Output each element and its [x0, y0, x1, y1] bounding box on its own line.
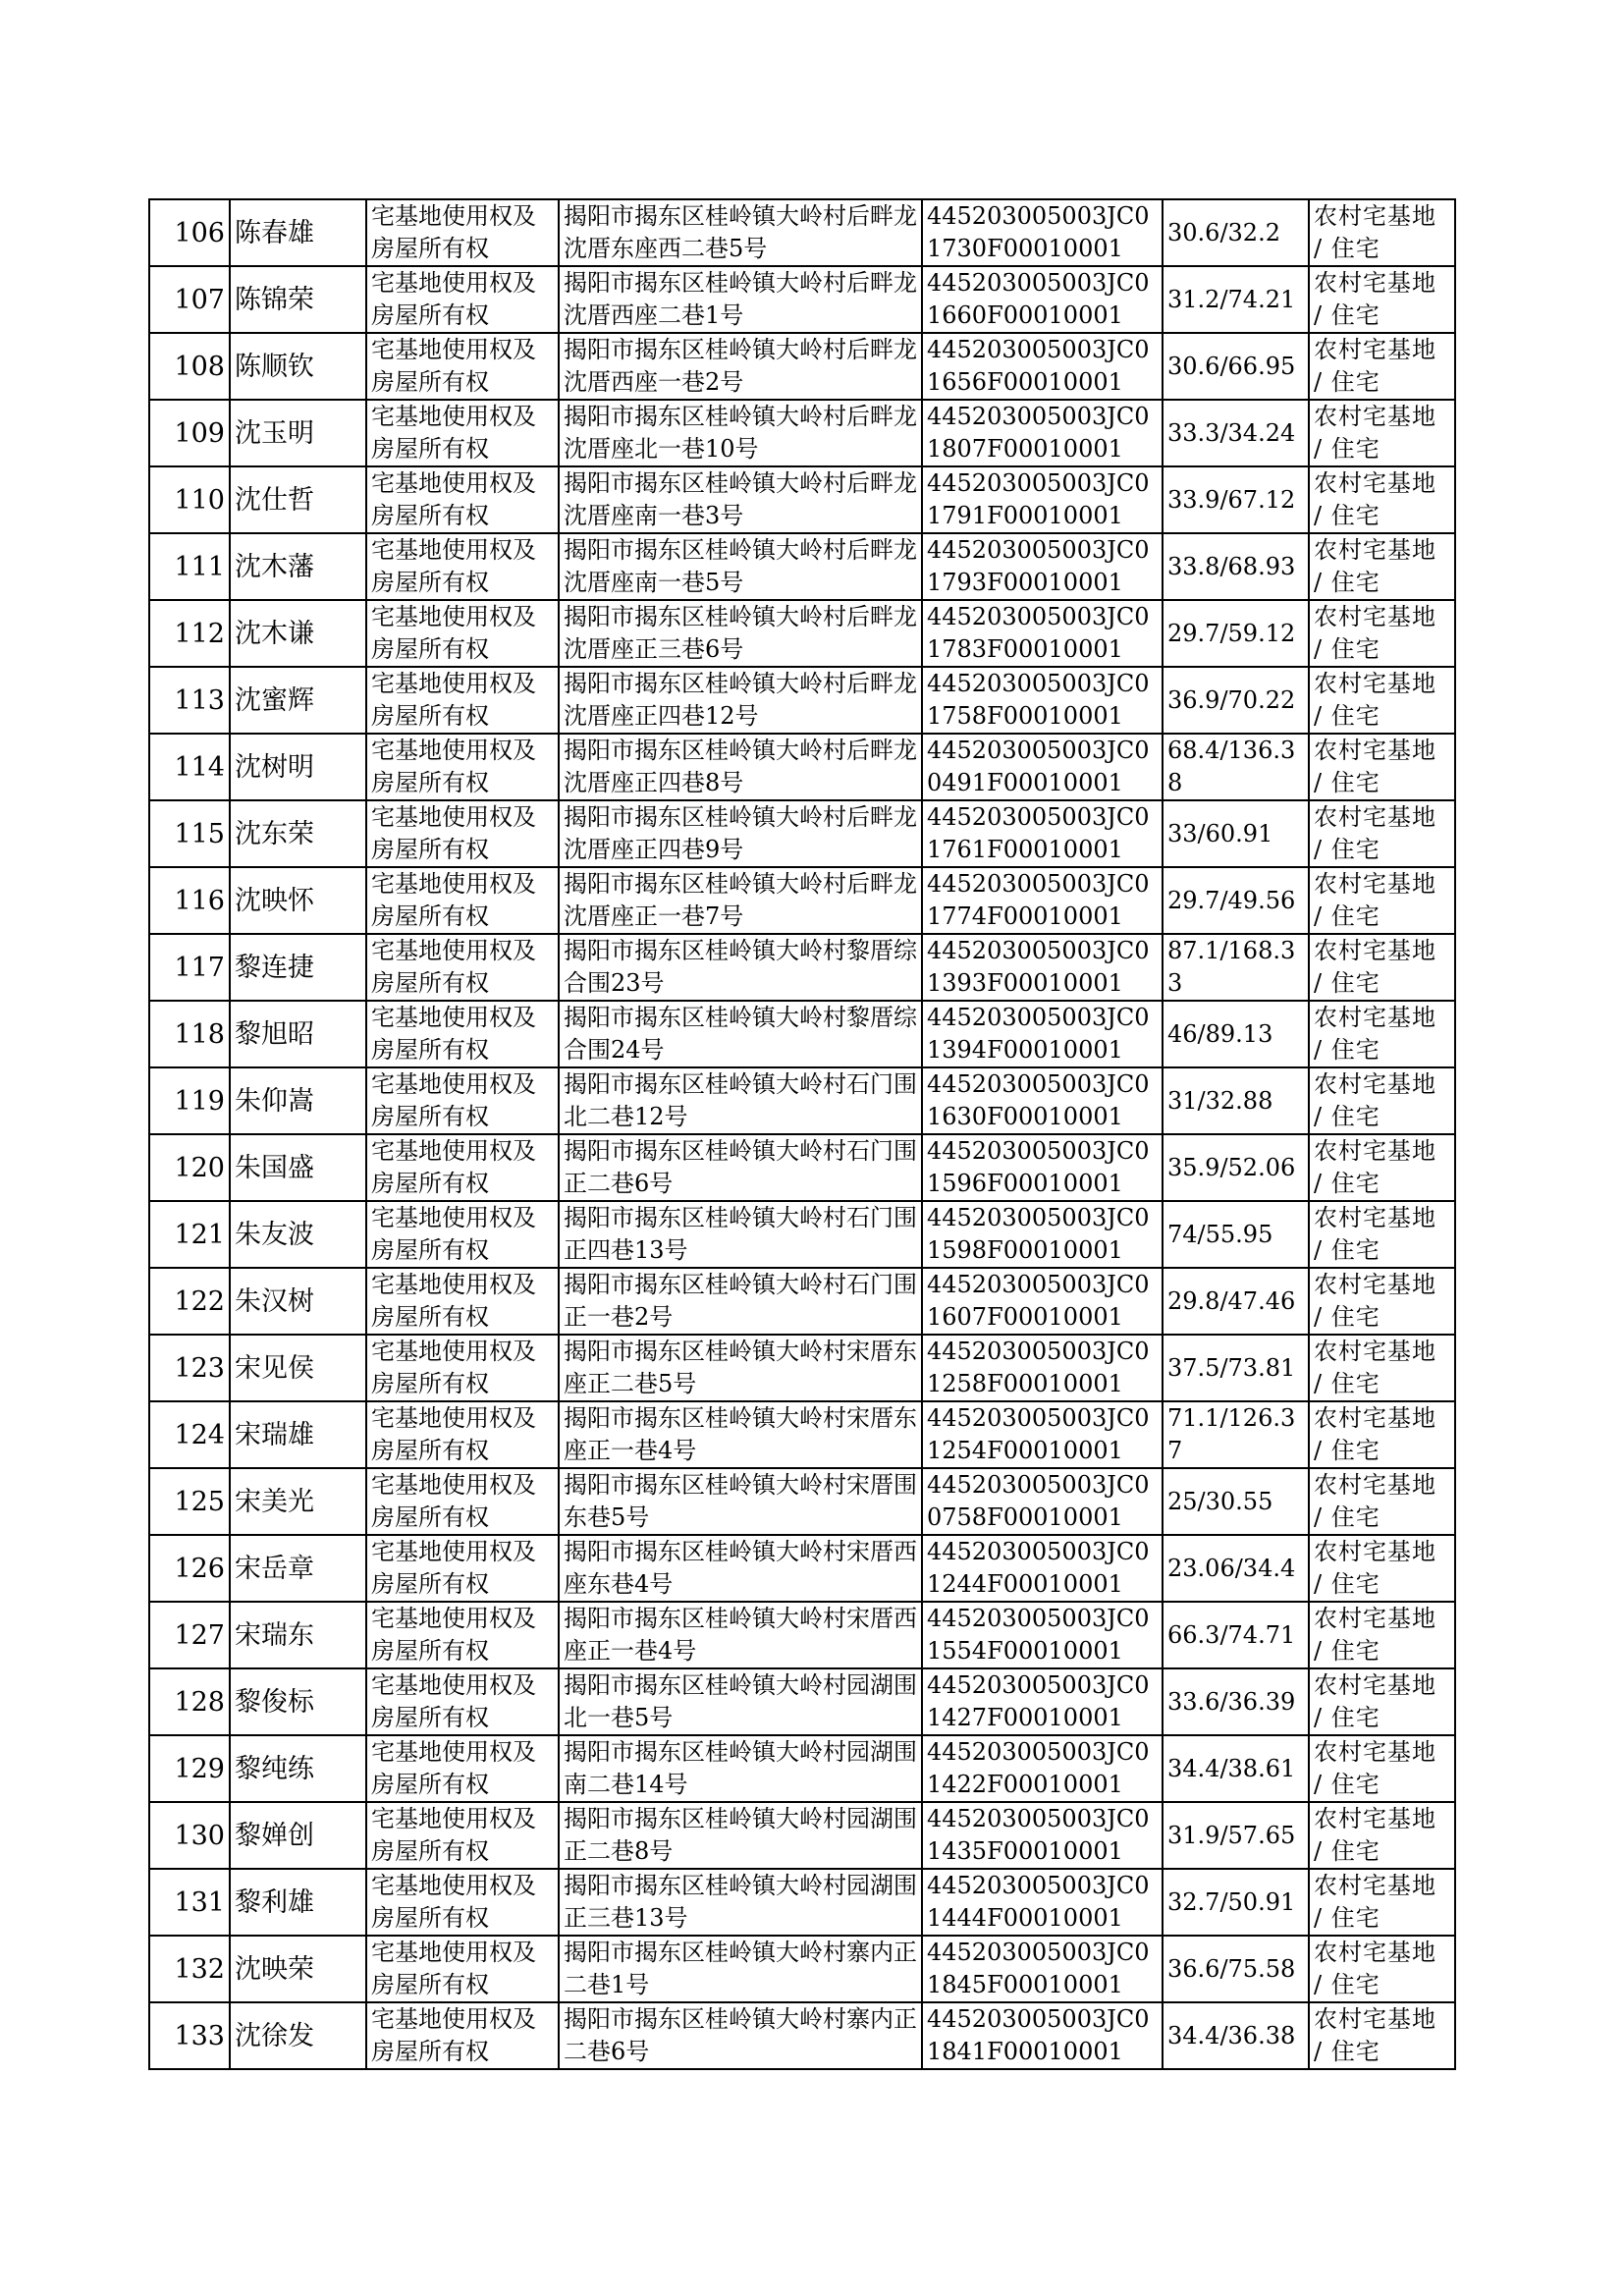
usage: 农村宅基地 / 住宅	[1309, 1936, 1455, 2002]
table-row	[149, 600, 1455, 667]
area-value: 36.9/70.22	[1163, 667, 1309, 734]
unit-code: 445203005003JC01730F00010001	[922, 199, 1163, 266]
right-type: 宅基地使用权及房屋所有权	[366, 1869, 559, 1936]
unit-code: 445203005003JC01607F00010001	[922, 1268, 1163, 1335]
usage: 农村宅基地 / 住宅	[1309, 1602, 1455, 1668]
row-number: 129	[149, 1735, 230, 1802]
area-value: 25/30.55	[1163, 1468, 1309, 1535]
table-row	[149, 400, 1455, 466]
table-row	[149, 667, 1455, 734]
table-row	[149, 867, 1455, 934]
right-type: 宅基地使用权及房屋所有权	[366, 333, 559, 400]
property-location: 揭阳市揭东区桂岭镇大岭村宋厝西座东巷4号	[559, 1535, 922, 1602]
right-type: 宅基地使用权及房屋所有权	[366, 1001, 559, 1067]
usage: 农村宅基地 / 住宅	[1309, 1535, 1455, 1602]
property-location: 揭阳市揭东区桂岭镇大岭村寨内正二巷1号	[559, 1936, 922, 2002]
property-location: 揭阳市揭东区桂岭镇大岭村宋厝东座正二巷5号	[559, 1335, 922, 1401]
right-type: 宅基地使用权及房屋所有权	[366, 1201, 559, 1268]
area-value: 87.1/168.33	[1163, 934, 1309, 1001]
right-type: 宅基地使用权及房屋所有权	[366, 734, 559, 800]
property-location: 揭阳市揭东区桂岭镇大岭村宋厝西座正一巷4号	[559, 1602, 922, 1668]
row-number: 106	[149, 199, 230, 266]
unit-code: 445203005003JC01258F00010001	[922, 1335, 1163, 1401]
table-row	[149, 1936, 1455, 2002]
property-location: 揭阳市揭东区桂岭镇大岭村园湖围正三巷13号	[559, 1869, 922, 1936]
property-location: 揭阳市揭东区桂岭镇大岭村宋厝东座正一巷4号	[559, 1401, 922, 1468]
owner-name: 宋岳章	[230, 1535, 366, 1602]
usage: 农村宅基地 / 住宅	[1309, 867, 1455, 934]
registration-table	[148, 198, 1456, 2070]
area-value: 33.9/67.12	[1163, 466, 1309, 533]
table-row	[149, 1869, 1455, 1936]
table-row	[149, 1535, 1455, 1602]
row-number: 114	[149, 734, 230, 800]
table-row	[149, 1201, 1455, 1268]
table-row	[149, 1468, 1455, 1535]
property-location: 揭阳市揭东区桂岭镇大岭村后畔龙沈厝东座西二巷5号	[559, 199, 922, 266]
area-value: 29.8/47.46	[1163, 1268, 1309, 1335]
usage: 农村宅基地 / 住宅	[1309, 266, 1455, 333]
row-number: 108	[149, 333, 230, 400]
property-location: 揭阳市揭东区桂岭镇大岭村后畔龙沈厝座正四巷8号	[559, 734, 922, 800]
unit-code: 445203005003JC01841F00010001	[922, 2002, 1163, 2069]
right-type: 宅基地使用权及房屋所有权	[366, 266, 559, 333]
unit-code: 445203005003JC01807F00010001	[922, 400, 1163, 466]
property-location: 揭阳市揭东区桂岭镇大岭村石门围北二巷12号	[559, 1067, 922, 1134]
unit-code: 445203005003JC01630F00010001	[922, 1067, 1163, 1134]
usage: 农村宅基地 / 住宅	[1309, 1668, 1455, 1735]
property-location: 揭阳市揭东区桂岭镇大岭村后畔龙沈厝座北一巷10号	[559, 400, 922, 466]
owner-name: 黎连捷	[230, 934, 366, 1001]
table-row	[149, 1602, 1455, 1668]
row-number: 131	[149, 1869, 230, 1936]
right-type: 宅基地使用权及房屋所有权	[366, 1335, 559, 1401]
row-number: 125	[149, 1468, 230, 1535]
usage: 农村宅基地 / 住宅	[1309, 2002, 1455, 2069]
row-number: 107	[149, 266, 230, 333]
area-value: 35.9/52.06	[1163, 1134, 1309, 1201]
unit-code: 445203005003JC01444F00010001	[922, 1869, 1163, 1936]
unit-code: 445203005003JC00758F00010001	[922, 1468, 1163, 1535]
usage: 农村宅基地 / 住宅	[1309, 1735, 1455, 1802]
table-row	[149, 1802, 1455, 1869]
usage: 农村宅基地 / 住宅	[1309, 600, 1455, 667]
area-value: 30.6/66.95	[1163, 333, 1309, 400]
property-location: 揭阳市揭东区桂岭镇大岭村寨内正二巷6号	[559, 2002, 922, 2069]
owner-name: 沈蜜辉	[230, 667, 366, 734]
right-type: 宅基地使用权及房屋所有权	[366, 1134, 559, 1201]
usage: 农村宅基地 / 住宅	[1309, 466, 1455, 533]
row-number: 113	[149, 667, 230, 734]
unit-code: 445203005003JC01845F00010001	[922, 1936, 1163, 2002]
unit-code: 445203005003JC01793F00010001	[922, 533, 1163, 600]
row-number: 132	[149, 1936, 230, 2002]
right-type: 宅基地使用权及房屋所有权	[366, 667, 559, 734]
area-value: 33/60.91	[1163, 800, 1309, 867]
area-value: 31.9/57.65	[1163, 1802, 1309, 1869]
usage: 农村宅基地 / 住宅	[1309, 1802, 1455, 1869]
owner-name: 朱仰嵩	[230, 1067, 366, 1134]
table-body	[149, 199, 1455, 2069]
right-type: 宅基地使用权及房屋所有权	[366, 934, 559, 1001]
area-value: 37.5/73.81	[1163, 1335, 1309, 1401]
row-number: 130	[149, 1802, 230, 1869]
usage: 农村宅基地 / 住宅	[1309, 734, 1455, 800]
area-value: 34.4/38.61	[1163, 1735, 1309, 1802]
right-type: 宅基地使用权及房屋所有权	[366, 1468, 559, 1535]
area-value: 71.1/126.37	[1163, 1401, 1309, 1468]
property-location: 揭阳市揭东区桂岭镇大岭村黎厝综合围24号	[559, 1001, 922, 1067]
table-row	[149, 800, 1455, 867]
right-type: 宅基地使用权及房屋所有权	[366, 800, 559, 867]
right-type: 宅基地使用权及房屋所有权	[366, 1067, 559, 1134]
area-value: 33.6/36.39	[1163, 1668, 1309, 1735]
usage: 农村宅基地 / 住宅	[1309, 333, 1455, 400]
area-value: 33.3/34.24	[1163, 400, 1309, 466]
right-type: 宅基地使用权及房屋所有权	[366, 600, 559, 667]
table-row	[149, 533, 1455, 600]
table-row	[149, 333, 1455, 400]
area-value: 74/55.95	[1163, 1201, 1309, 1268]
table-row	[149, 934, 1455, 1001]
unit-code: 445203005003JC01254F00010001	[922, 1401, 1163, 1468]
owner-name: 陈顺钦	[230, 333, 366, 400]
table-row	[149, 1067, 1455, 1134]
unit-code: 445203005003JC01656F00010001	[922, 333, 1163, 400]
unit-code: 445203005003JC01554F00010001	[922, 1602, 1163, 1668]
usage: 农村宅基地 / 住宅	[1309, 1401, 1455, 1468]
area-value: 46/89.13	[1163, 1001, 1309, 1067]
unit-code: 445203005003JC01598F00010001	[922, 1201, 1163, 1268]
unit-code: 445203005003JC01393F00010001	[922, 934, 1163, 1001]
property-location: 揭阳市揭东区桂岭镇大岭村宋厝围东巷5号	[559, 1468, 922, 1535]
area-value: 33.8/68.93	[1163, 533, 1309, 600]
owner-name: 沈玉明	[230, 400, 366, 466]
row-number: 126	[149, 1535, 230, 1602]
usage: 农村宅基地 / 住宅	[1309, 1268, 1455, 1335]
right-type: 宅基地使用权及房屋所有权	[366, 1602, 559, 1668]
usage: 农村宅基地 / 住宅	[1309, 1134, 1455, 1201]
owner-name: 沈东荣	[230, 800, 366, 867]
right-type: 宅基地使用权及房屋所有权	[366, 466, 559, 533]
property-location: 揭阳市揭东区桂岭镇大岭村后畔龙沈厝座南一巷3号	[559, 466, 922, 533]
row-number: 112	[149, 600, 230, 667]
table-row	[149, 466, 1455, 533]
usage: 农村宅基地 / 住宅	[1309, 1869, 1455, 1936]
usage: 农村宅基地 / 住宅	[1309, 1201, 1455, 1268]
right-type: 宅基地使用权及房屋所有权	[366, 1401, 559, 1468]
unit-code: 445203005003JC01394F00010001	[922, 1001, 1163, 1067]
property-location: 揭阳市揭东区桂岭镇大岭村后畔龙沈厝座正四巷12号	[559, 667, 922, 734]
property-location: 揭阳市揭东区桂岭镇大岭村园湖围北一巷5号	[559, 1668, 922, 1735]
usage: 农村宅基地 / 住宅	[1309, 1335, 1455, 1401]
usage: 农村宅基地 / 住宅	[1309, 1067, 1455, 1134]
unit-code: 445203005003JC01427F00010001	[922, 1668, 1163, 1735]
row-number: 124	[149, 1401, 230, 1468]
owner-name: 沈树明	[230, 734, 366, 800]
owner-name: 宋瑞雄	[230, 1401, 366, 1468]
unit-code: 445203005003JC01791F00010001	[922, 466, 1163, 533]
owner-name: 沈木谦	[230, 600, 366, 667]
usage: 农村宅基地 / 住宅	[1309, 800, 1455, 867]
property-location: 揭阳市揭东区桂岭镇大岭村石门围正一巷2号	[559, 1268, 922, 1335]
row-number: 120	[149, 1134, 230, 1201]
owner-name: 黎旭昭	[230, 1001, 366, 1067]
property-location: 揭阳市揭东区桂岭镇大岭村石门围正四巷13号	[559, 1201, 922, 1268]
property-location: 揭阳市揭东区桂岭镇大岭村后畔龙沈厝座正四巷9号	[559, 800, 922, 867]
property-location: 揭阳市揭东区桂岭镇大岭村后畔龙沈厝西座二巷1号	[559, 266, 922, 333]
right-type: 宅基地使用权及房屋所有权	[366, 1668, 559, 1735]
row-number: 111	[149, 533, 230, 600]
unit-code: 445203005003JC01758F00010001	[922, 667, 1163, 734]
owner-name: 沈徐发	[230, 2002, 366, 2069]
right-type: 宅基地使用权及房屋所有权	[366, 867, 559, 934]
row-number: 117	[149, 934, 230, 1001]
table-row	[149, 1401, 1455, 1468]
row-number: 110	[149, 466, 230, 533]
owner-name: 宋美光	[230, 1468, 366, 1535]
property-location: 揭阳市揭东区桂岭镇大岭村后畔龙沈厝座正三巷6号	[559, 600, 922, 667]
property-location: 揭阳市揭东区桂岭镇大岭村石门围正二巷6号	[559, 1134, 922, 1201]
owner-name: 宋见侯	[230, 1335, 366, 1401]
unit-code: 445203005003JC01422F00010001	[922, 1735, 1163, 1802]
owner-name: 陈春雄	[230, 199, 366, 266]
table-row	[149, 1335, 1455, 1401]
owner-name: 沈映荣	[230, 1936, 366, 2002]
property-location: 揭阳市揭东区桂岭镇大岭村园湖围正二巷8号	[559, 1802, 922, 1869]
area-value: 66.3/74.71	[1163, 1602, 1309, 1668]
row-number: 115	[149, 800, 230, 867]
property-location: 揭阳市揭东区桂岭镇大岭村后畔龙沈厝座正一巷7号	[559, 867, 922, 934]
right-type: 宅基地使用权及房屋所有权	[366, 2002, 559, 2069]
row-number: 133	[149, 2002, 230, 2069]
table-row	[149, 1735, 1455, 1802]
usage: 农村宅基地 / 住宅	[1309, 400, 1455, 466]
owner-name: 朱汉树	[230, 1268, 366, 1335]
table-row	[149, 1668, 1455, 1735]
owner-name: 黎利雄	[230, 1869, 366, 1936]
unit-code: 445203005003JC01660F00010001	[922, 266, 1163, 333]
owner-name: 朱国盛	[230, 1134, 366, 1201]
table-row	[149, 1268, 1455, 1335]
usage: 农村宅基地 / 住宅	[1309, 533, 1455, 600]
table-row	[149, 734, 1455, 800]
table-row	[149, 266, 1455, 333]
right-type: 宅基地使用权及房屋所有权	[366, 1735, 559, 1802]
area-value: 23.06/34.4	[1163, 1535, 1309, 1602]
area-value: 29.7/49.56	[1163, 867, 1309, 934]
owner-name: 沈仕哲	[230, 466, 366, 533]
unit-code: 445203005003JC01435F00010001	[922, 1802, 1163, 1869]
owner-name: 沈映怀	[230, 867, 366, 934]
right-type: 宅基地使用权及房屋所有权	[366, 1268, 559, 1335]
row-number: 128	[149, 1668, 230, 1735]
usage: 农村宅基地 / 住宅	[1309, 199, 1455, 266]
row-number: 118	[149, 1001, 230, 1067]
area-value: 68.4/136.38	[1163, 734, 1309, 800]
area-value: 31/32.88	[1163, 1067, 1309, 1134]
owner-name: 朱友波	[230, 1201, 366, 1268]
right-type: 宅基地使用权及房屋所有权	[366, 1535, 559, 1602]
usage: 农村宅基地 / 住宅	[1309, 1001, 1455, 1067]
row-number: 122	[149, 1268, 230, 1335]
usage: 农村宅基地 / 住宅	[1309, 667, 1455, 734]
table-row	[149, 199, 1455, 266]
row-number: 123	[149, 1335, 230, 1401]
owner-name: 沈木藩	[230, 533, 366, 600]
unit-code: 445203005003JC01244F00010001	[922, 1535, 1163, 1602]
owner-name: 陈锦荣	[230, 266, 366, 333]
right-type: 宅基地使用权及房屋所有权	[366, 199, 559, 266]
unit-code: 445203005003JC00491F00010001	[922, 734, 1163, 800]
unit-code: 445203005003JC01774F00010001	[922, 867, 1163, 934]
unit-code: 445203005003JC01783F00010001	[922, 600, 1163, 667]
property-location: 揭阳市揭东区桂岭镇大岭村黎厝综合围23号	[559, 934, 922, 1001]
row-number: 119	[149, 1067, 230, 1134]
area-value: 30.6/32.2	[1163, 199, 1309, 266]
row-number: 121	[149, 1201, 230, 1268]
property-location: 揭阳市揭东区桂岭镇大岭村园湖围南二巷14号	[559, 1735, 922, 1802]
right-type: 宅基地使用权及房屋所有权	[366, 1936, 559, 2002]
area-value: 34.4/36.38	[1163, 2002, 1309, 2069]
row-number: 127	[149, 1602, 230, 1668]
owner-name: 宋瑞东	[230, 1602, 366, 1668]
right-type: 宅基地使用权及房屋所有权	[366, 400, 559, 466]
owner-name: 黎俊标	[230, 1668, 366, 1735]
row-number: 116	[149, 867, 230, 934]
table-row	[149, 1134, 1455, 1201]
property-location: 揭阳市揭东区桂岭镇大岭村后畔龙沈厝座南一巷5号	[559, 533, 922, 600]
table-row	[149, 2002, 1455, 2069]
right-type: 宅基地使用权及房屋所有权	[366, 1802, 559, 1869]
owner-name: 黎婵创	[230, 1802, 366, 1869]
property-location: 揭阳市揭东区桂岭镇大岭村后畔龙沈厝西座一巷2号	[559, 333, 922, 400]
area-value: 36.6/75.58	[1163, 1936, 1309, 2002]
right-type: 宅基地使用权及房屋所有权	[366, 533, 559, 600]
unit-code: 445203005003JC01761F00010001	[922, 800, 1163, 867]
area-value: 32.7/50.91	[1163, 1869, 1309, 1936]
owner-name: 黎纯练	[230, 1735, 366, 1802]
usage: 农村宅基地 / 住宅	[1309, 1468, 1455, 1535]
row-number: 109	[149, 400, 230, 466]
area-value: 29.7/59.12	[1163, 600, 1309, 667]
usage: 农村宅基地 / 住宅	[1309, 934, 1455, 1001]
table-row	[149, 1001, 1455, 1067]
area-value: 31.2/74.21	[1163, 266, 1309, 333]
unit-code: 445203005003JC01596F00010001	[922, 1134, 1163, 1201]
